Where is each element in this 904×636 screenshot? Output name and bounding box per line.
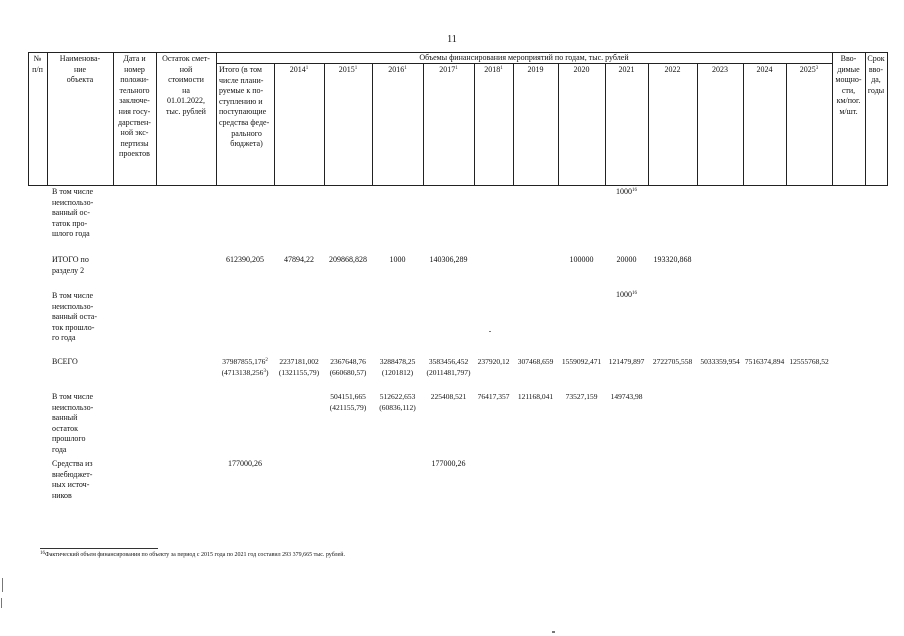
header-line: ние [73,64,87,74]
cell-line: (421155,79) [329,402,367,412]
label-line: ванный ос- [52,208,90,218]
header-line: номер [124,64,145,74]
cell-r6-2017: 177000,26 [431,459,466,468]
header-year-2024 [743,65,786,76]
cell-r4-2020: 1559092,471 [561,357,602,366]
header-line: руемые к по- [219,86,264,96]
year-label: 2019 [527,65,544,74]
col-border [786,63,787,186]
header-line: сти, [841,85,856,95]
header-year-2014 [274,65,324,76]
col-border [887,52,888,186]
cell-r2-total: 612390,205 [226,255,264,264]
footnote [40,552,345,558]
header-line: п/п [32,64,43,74]
col-border [324,63,325,186]
header-line: Остаток смет- [162,54,210,63]
cell-r4-2019: 307468,659 [517,357,554,366]
cell-r4-2016 [372,357,423,378]
label-line: таток про- [52,218,88,228]
year-footnote-ref: 1 [305,66,309,71]
label-line: ных источ- [52,480,90,490]
col-border [423,63,424,186]
cell-line: 3583456,452 [428,357,469,366]
header-line: тельного [119,85,150,95]
header-year-2019 [513,65,558,76]
header-year-2022 [648,65,697,76]
footnote-ref: 16 [632,291,637,296]
header-line: рального [231,128,262,138]
header-bottom-border [28,185,888,186]
cell-r5-2016 [372,392,423,413]
label-line: ников [52,490,72,500]
header-year-2021 [605,65,648,76]
header-line: ной [179,64,193,74]
cell-line: 2367648,76 [330,357,366,366]
header-balance [156,54,216,118]
header-line: ной экс- [120,128,149,138]
header-line: проектов [119,149,150,159]
col-border [697,63,698,186]
header-line: димые [837,64,860,74]
year-footnote-ref: 1 [500,66,503,71]
label-line: ванный [52,413,78,423]
label-line: разделу 2 [52,265,85,275]
col-border [743,63,744,186]
row-label-unused-balance-3 [52,392,93,456]
year-label: 2021 [618,65,635,74]
col-border [474,63,475,186]
header-capacity [832,54,865,118]
footnote-ref: 3 [263,368,266,374]
label-line: прошлого [52,434,86,444]
scan-artifact [489,331,491,332]
header-line: ния госу- [118,106,151,116]
year-label: 2020 [573,65,590,74]
header-line: да, [871,75,881,85]
header-line: стоимости [168,75,204,85]
year-label: 2015 [338,65,355,74]
col-border [558,63,559,186]
col-border [605,63,606,186]
year-label: 2016 [388,65,405,74]
cell-r4-2021: 121479,897 [608,357,645,366]
header-line: Дата и [123,54,146,63]
header-line: средства феде- [219,117,270,127]
header-line: на [182,85,190,95]
cell-value: ) [265,367,269,377]
footnote-marker: 16 [40,551,45,556]
year-label: 2018 [484,65,501,74]
page-number: 11 [447,34,457,45]
label-line: Средства из [52,459,93,468]
year-label: 2025 [799,65,816,74]
cell-r4-2018: 237920,12 [477,357,510,366]
cell-line: 512622,653 [379,392,416,401]
label-line: неиспользо- [52,402,94,412]
year-label: 2022 [664,65,681,74]
header-line: Итого (в том [219,65,262,74]
cell-line: 504151,665 [330,392,366,401]
header-line: пертизы [120,138,149,148]
header-num [28,54,47,75]
cell-r2-2022: 193320,868 [653,255,692,264]
header-line: мощно- [835,75,862,85]
header-year-2017 [423,65,474,76]
cell-r5-2015 [324,392,372,413]
label-line: В том числе [52,291,94,300]
col-border [372,63,373,186]
label-line: ванный оста- [52,312,97,322]
cell-r4-2024: 7516374,894 [744,357,785,366]
label-line: В том числе [52,392,94,401]
cell-r2-2020: 100000 [569,255,594,264]
header-line: заключе- [119,96,150,106]
cell-r6-total: 177000,26 [228,459,262,468]
cell-value: (4713138,256 [221,367,264,377]
cell-line: 2237181,002 [279,357,319,366]
year-footnote-ref: 1 [354,66,358,71]
header-line: Наименова- [59,54,101,63]
header-date [113,54,156,160]
col-border [513,63,514,186]
header-name [47,54,113,86]
cell-value: 1000 [616,290,632,299]
row-label-unused-balance-2 [52,291,97,344]
header-total [219,65,274,150]
cell-r4-total [214,357,276,378]
cell-line: 3288478,25 [379,357,416,366]
cell-r4-2017 [423,357,474,378]
header-line: годы [867,85,885,95]
row-label-grand-total [52,357,78,368]
label-line: внебюджет- [52,469,93,479]
header-line: дарствен- [118,117,151,127]
footnote-ref: 16 [632,188,637,193]
cell-line [214,368,276,379]
label-line: остаток [52,423,78,433]
cell-r4-2015 [324,357,372,378]
row-label-unused-balance-1 [52,187,93,240]
cell-r5-2018: 76417,357 [477,392,510,401]
label-line: шлого года [52,229,90,239]
year-label: 2017 [439,65,456,74]
label-line: ток прошло- [52,322,95,332]
header-year-2023 [697,65,743,76]
header-term [865,54,887,96]
cell-r5-2019: 121168,041 [517,392,554,401]
cell-line: (1201812) [381,367,414,377]
header-line: ступлению и [219,96,263,106]
row-label-extrabudgetary [52,459,93,501]
cell-value: 1000 [616,187,632,196]
label-line: неиспользо- [52,197,94,207]
cell-r5-2020: 73527,159 [565,392,598,401]
footnote-rule [40,548,158,549]
cell-r3-2021 [605,290,648,301]
cell-r4-2014 [274,357,324,378]
header-year-2015 [324,65,372,76]
cell-line [214,357,276,368]
cell-line: (1321155,79) [278,367,320,377]
label-line: В том числе [52,187,94,196]
header-line: № [33,54,42,63]
cell-r2-2014: 47894,22 [284,255,314,264]
year-footnote-ref: 1 [455,66,458,71]
header-line: положи- [120,75,149,85]
cell-line: (660680,57) [329,367,367,377]
cell-r5-2017: 225408,521 [430,392,467,401]
cell-r2-2015: 209868,828 [329,255,367,264]
header-line: Вво- [840,54,857,63]
year-label: 2024 [756,65,773,74]
header-line: бюджета) [230,139,263,149]
scan-artifact [2,578,3,592]
footnote-text: Фактический объем финансирования по объекту за период с 2015 года по 2021 год составил 293 379,665 тыс. рублей. [45,552,346,558]
col-border [216,52,217,186]
cell-r4-2022: 2722705,558 [652,357,693,366]
label-line: ИТОГО по [52,255,89,264]
year-footnote-ref: 3 [815,66,819,71]
cell-r1-2021 [605,187,648,198]
footnote-ref: 2 [265,358,268,363]
header-line: числе плани- [219,75,264,85]
header-line: объекта [66,75,94,85]
header-line: тыс. рублей [166,106,206,116]
year-label: 2023 [712,65,728,74]
scan-artifact [552,631,555,633]
scan-artifact [1,598,2,608]
header-funding-group: Объемы финансирования мероприятий по годам, тыс. рублей [419,53,629,62]
cell-r2-2016: 1000 [389,255,406,264]
header-line: вво- [868,64,884,74]
row-label-section-total [52,255,89,276]
label-line: го года [52,333,76,343]
header-line: Срок [867,54,885,63]
cell-value: 37987855,176 [222,357,266,366]
label-line: года [52,444,67,454]
cell-line: (2011481,797) [426,367,471,377]
header-line: 01.01.2022, [167,96,205,106]
cell-r2-2017: 140306,289 [429,255,468,264]
col-border [274,63,275,186]
label-line: неиспользо- [52,301,94,311]
header-line: поступающие [219,107,267,117]
cell-r4-2023: 5033359,954 [700,357,740,366]
label-line: ВСЕГО [52,357,78,366]
col-border [648,63,649,186]
header-year-2025 [786,65,832,76]
header-line: км/пог. [836,96,861,106]
cell-r4-2025: 12555768,52 [789,357,829,366]
cell-r2-2021: 20000 [616,255,637,264]
header-year-2016 [372,65,423,76]
cell-line: (60836,112) [379,402,416,412]
year-label: 2014 [289,65,306,74]
header-line: м/шт. [839,106,858,116]
year-footnote-ref: 1 [404,66,407,71]
cell-r5-2021: 149743,98 [610,392,643,401]
header-year-2018 [474,65,513,76]
header-year-2020 [558,65,605,76]
